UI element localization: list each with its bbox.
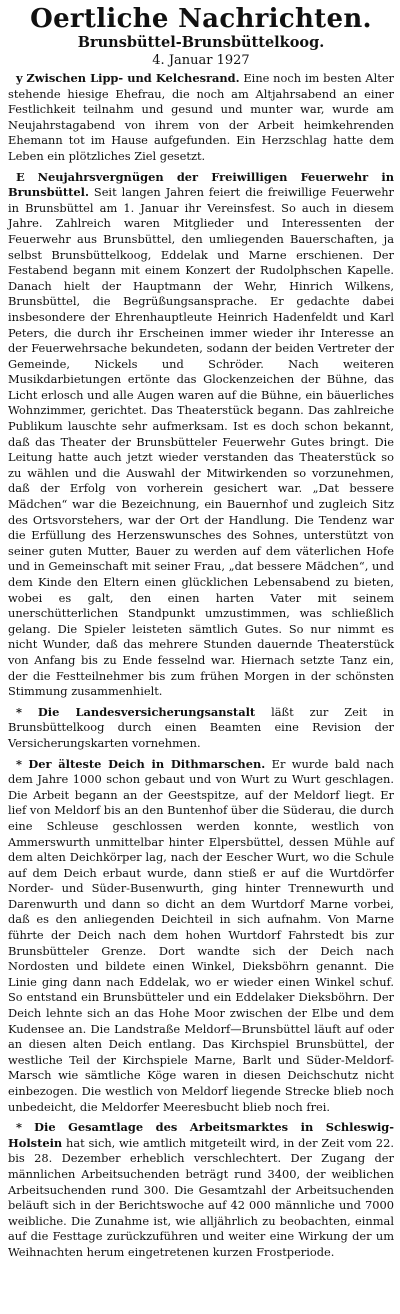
article-body: Seit langen Jahren feiert die freiwillige Feuerwehr in Brunsbüttel am 1. Januar ihr Vereinsfest. So auch in diesem Jahre. Zahlreich waren Mitglieder und Interessenten der Feuerwehr aus Brunsbüttel, den umliegenden Bauerschaften, ja selbst Brunsbüttelkoog, Eddelak und Marne erschienen. Der Festabend begann mit einem Konzert der Rudolphschen Kapelle. Danach hielt der Hauptmann der Wehr, Hinrich Wilkens, Brunsbüttel, die Begrüßungsansprache. Er gedachte dabei insbesondere der Ehrenhauptleute Heinrich Hadenfeldt und Karl Peters, die durch ihr Erscheinen immer wieder ihr Interesse an der Feuerwehrsache bekundeten, sodann der beiden Vertreter der Gemeinde, Nickels und Schröder. Nach weiteren Musikdarbietungen ertönte das Glockenzeichen der Bühne, das Licht erlosch und alle Augen waren auf die Bühne, ein bäuerliches Wohnzimmer, gerichtet. Das Theaterstück begann. Das zahlreiche Publikum lauschte sehr aufmerksam. Ist es doch schon bekannt, daß das Theater der Brunsbütteler Feuerwehr Gutes bringt. Die Leitung hatte auch jetzt wieder verstanden das Theaterstück so zu wählen und die Auswahl der Mitwirkenden so vorzunehmen, daß der Erfolg von vorherein gesichert war. „Dat bessere Mädchen“ war die Bezeichnung, ein Bauernhof und zugleich Sitz des Ortsvorstehers, war der Ort der Handlung. Die Tendenz war die Erfüllung des Herzenswunsches des Sohnes, unterstützt von seiner guten Mutter, Bauer zu werden auf dem väterlichen Hofe und in Gemeinschaft mit seiner Frau, „dat bessere Mädchen“, und dem Kinde den Eltern einen glücklichen Lebensabend zu bieten, wobei es galt, den einen harten Vater mit seinem unerschütterlichen Standpunkt umzustimmen, was schließlich gelang. Die Spieler leisteten sämtlich Gutes. So nur nimmt es nicht Wunder, daß das mehrere Stunden dauernde Theaterstück von Anfang bis zu Ende fesselnd war. Hiernach setzte Tanz ein, der die Festteilnehmer bis zum frühen Morgen in der schönsten Stimmung zusammenhielt. <box>8 185 394 699</box>
article-mark: * <box>16 704 22 719</box>
article-mark: E <box>16 169 25 184</box>
article-mark: * <box>16 756 22 771</box>
article-headline: Neujahrsvergnügen der Freiwilligen Feuerwehr in Brunsbüttel. <box>8 169 394 200</box>
location-subhead: Brunsbüttel-Brunsbüttelkoog. <box>77 34 325 51</box>
article-body: Eine noch im besten Alter stehende hiesige Ehefrau, die noch am Altjahrsabend an einer Festlichkeit teilnahm und gesund und munter war, wurde am Neujahrstagabend von ihrem von der Arbeit heimkehrenden Ehemann tot im Hause aufgefunden. Ein Herzschlag hatte dem Leben ein plötzliches Ziel gesetzt. <box>8 71 394 163</box>
article-headline: Die Gesamtlage des Arbeitsmarktes in Schleswig-Holstein <box>8 1120 394 1150</box>
article-kelchesrand <box>8 71 394 165</box>
article-headline: Die Landesversicherungsanstalt <box>37 704 256 719</box>
article-body: Er wurde bald nach dem Jahre 1000 schon gebaut und von Wurt zu Wurt geschlagen. Die Arbeit begann an der Geestspitze, auf der Meldorf liegt. Er lief von Meldorf bis an den Buntenhof über die Süderau, die durch eine Schleuse geschlossen werden konnte, westlich von Ammerswurth unmittelbar hinter Elpersbüttel, dessen Mühle auf dem alten Deichkörper lag, nach der Eescher Wurt, wo die Schule auf dem Deich erbaut wurde, dann stieß er auf die Wurtdörfer Norder- und Süder-Busenwurth, ging hinter Trennewurth und Darenwurth und dann so dicht an dem Wurtdorf Marne vorbei, daß es den anliegenden Deichteil in sich aufnahm. Von Marne führte der Deich nach dem hohen Wurtdorf Fahrstedt bis zur Brunsbütteler Grenze. Dort wandte sich der Deich nach Nordosten und bildete einen Winkel, Dieksböhrn genannt. Die Linie ging dann nach Eddelak, wo er wieder einen Winkel schuf. So entstand ein Brunsbütteler und ein Eddelaker Dieksböhrn. Der Deich lehnte sich an das Hohe Moor zwischen der Elbe und dem Kudensee an. Die Landstraße Meldorf—Brunsbüttel läuft auf oder an diesen alten Deich entlang. Das Kirchspiel Brunsbüttel, der westliche Teil der Kirchspiele Marne, Barlt und Süder-Meldorf-Marsch wie sämtliche Köge waren in diesen Deichschutz nicht einbezogen. Die westlich von Meldorf liegende Strecke blieb noch unbedeicht, die Meldorfer Meeresbucht blieb noch frei. <box>8 756 395 1114</box>
issue-date: 4. Januar 1927 <box>152 53 250 68</box>
article-mark: * <box>16 1120 22 1135</box>
article-feuerwehr <box>8 170 394 700</box>
article-body: läßt zur Zeit in Brunsbüttelkoog durch einen Beamten eine Revision der Versicherungskarten vornehmen. <box>8 704 394 750</box>
article-landesversicherung <box>8 705 394 752</box>
article-headline: Zwischen Lipp- und Kelchesrand. <box>26 71 240 85</box>
section-masthead: Oertliche Nachrichten. <box>30 4 372 34</box>
article-mark: y <box>16 71 23 85</box>
article-body: hat sich, wie amtlich mitgeteilt wird, in der Zeit vom 22. bis 28. Dezember erheblich verschlechtert. Der Zugang der männlichen Arbeitsuchenden beträgt rund 3400, der weiblichen Arbeitsuchenden rund 300. Die Gesamtzahl der Arbeitsuchenden beläuft sich in der Berichtswoche auf 42 000 männliche und 7000 weibliche. Die Zunahme ist, wie alljährlich zu beobachten, einmal auf die Festtage zurückzuführen und weiter eine Wirkung der um Weihnachten herum eingetretenen kurzen Frostperiode. <box>8 1135 394 1259</box>
article-headline: Der älteste Deich in Dithmarschen. <box>28 756 266 771</box>
article-deich <box>8 757 394 1116</box>
article-arbeitsmarkt <box>8 1120 394 1260</box>
